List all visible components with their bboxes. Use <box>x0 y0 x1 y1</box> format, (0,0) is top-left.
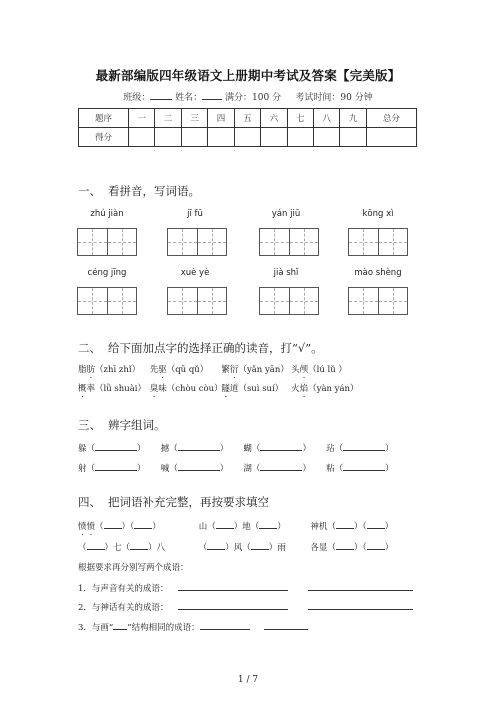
answer-blank[interactable] <box>95 441 137 451</box>
idiom-line-2: （ ）七（ ）八 （ ）风（ ）雨 各显（ ）（ ） <box>78 540 393 553</box>
score-table-score-row <box>79 128 417 147</box>
character: 射 <box>78 464 87 474</box>
score-table <box>78 108 417 147</box>
score-header-cell: 九 <box>340 109 366 128</box>
score-header-cell: 题序 <box>79 109 129 128</box>
time-label: 考试时间：90 分钟 <box>295 93 373 103</box>
reading-item[interactable]: 头颅（lú lǔ ） <box>291 365 347 375</box>
score-header-cell: 总分 <box>366 109 416 128</box>
answer-blank[interactable] <box>367 519 385 529</box>
answer-blank[interactable] <box>343 461 385 471</box>
answer-blank[interactable] <box>251 540 269 550</box>
writing-grid[interactable] <box>167 287 227 315</box>
answer-blank[interactable] <box>87 540 105 550</box>
exam-info-line <box>0 90 496 103</box>
name-blank[interactable] <box>202 90 222 100</box>
section-3-heading <box>78 417 166 433</box>
character: 躲 <box>78 444 87 454</box>
character: 湖 <box>243 464 252 474</box>
answer-blank[interactable] <box>216 519 234 529</box>
pinyin-label: jī fū <box>187 209 203 219</box>
writing-grid[interactable] <box>167 228 227 256</box>
writing-grid[interactable] <box>348 228 408 256</box>
class-label: 班级： <box>123 93 151 103</box>
section-title: 辨字组词。 <box>108 418 166 432</box>
reading-item[interactable]: 火焰（yàn yán） <box>291 384 359 394</box>
score-header-cell: 六 <box>261 109 287 128</box>
idiom-line-1: 愤愤（ ）（ ） 山（ ）地（ ） 神机（ ）（ ） <box>78 519 393 537</box>
score-header-cell: 三 <box>181 109 207 128</box>
word-group-line-1: 躲（ ） 撼（ ） 蝴（ ） 玷（ ） <box>78 441 394 454</box>
writing-grid[interactable] <box>77 287 137 315</box>
section-title: 给下面加点字的选择正确的读音，打“√”。 <box>108 341 323 355</box>
answer-blank[interactable] <box>343 441 385 451</box>
score-cell[interactable] <box>129 128 155 147</box>
pinyin-label: zhú jiàn <box>90 209 124 219</box>
reading-item[interactable]: 脂肪（zhī zhǐ） <box>78 365 141 375</box>
answer-blank[interactable] <box>336 540 354 550</box>
section-1-heading <box>78 183 200 199</box>
answer-blank[interactable] <box>134 519 152 529</box>
instruction-text: 根据要求再分别写两个成语： <box>78 563 189 573</box>
score-label: 满分：100 分 <box>225 93 282 103</box>
score-header-cell: 七 <box>287 109 313 128</box>
reading-line-1 <box>78 363 347 380</box>
section-number: 一、 <box>78 184 101 198</box>
reading-item[interactable]: 臭味（chòu còu） <box>149 384 223 394</box>
score-header-cell: 二 <box>155 109 181 128</box>
score-header-cell: 四 <box>208 109 234 128</box>
answer-blank[interactable] <box>130 540 148 550</box>
score-table-header-row <box>79 109 417 128</box>
answer-blank[interactable] <box>95 461 137 471</box>
pinyin-label: jià shǐ <box>273 268 299 278</box>
reading-item[interactable]: 先驱（qū qǔ） <box>149 365 209 375</box>
answer-blank[interactable] <box>178 581 288 591</box>
answer-blank[interactable] <box>178 600 288 610</box>
section-4-heading <box>78 494 269 510</box>
answer-blank[interactable] <box>259 519 277 529</box>
score-cell[interactable] <box>340 128 366 147</box>
idiom-prefix: 愤愤 <box>78 522 96 532</box>
section-title: 看拼音，写词语。 <box>108 184 200 198</box>
score-header-cell: 八 <box>313 109 339 128</box>
answer-blank[interactable] <box>260 461 302 471</box>
answer-blank[interactable] <box>178 461 220 471</box>
pinyin-label: mào shèng <box>354 268 402 278</box>
page-title: 最新部编版四年级语文上册期中考试及答案【完美版】 <box>95 68 401 83</box>
page-number: 1 / 7 <box>237 675 259 685</box>
section-number: 二、 <box>78 341 101 355</box>
reading-item[interactable]: 隧道（suì suí） <box>221 384 284 394</box>
score-cell[interactable] <box>234 128 260 147</box>
score-cell[interactable] <box>208 128 234 147</box>
score-cell[interactable] <box>155 128 181 147</box>
score-row-label: 得分 <box>79 128 129 147</box>
question-2: 2．与神话有关的成语： <box>78 600 413 613</box>
answer-blank[interactable] <box>308 581 413 591</box>
reading-item[interactable]: 概率（lǜ shuài） <box>78 384 147 394</box>
reading-line-2 <box>78 382 359 399</box>
answer-blank[interactable] <box>336 519 354 529</box>
answer-blank[interactable] <box>178 441 220 451</box>
writing-grid[interactable] <box>77 228 137 256</box>
score-header-cell: 五 <box>234 109 260 128</box>
answer-blank[interactable] <box>308 600 413 610</box>
question-1: 1．与声音有关的成语： <box>78 581 413 594</box>
reading-item[interactable]: 繁衍（yǎn yān） <box>221 365 289 375</box>
score-cell[interactable] <box>261 128 287 147</box>
score-cell[interactable] <box>366 128 416 147</box>
score-cell[interactable] <box>287 128 313 147</box>
word-group-line-2: 射（ ） 喊（ ） 湖（ ） 粘（ ） <box>78 461 394 474</box>
answer-blank[interactable] <box>367 540 385 550</box>
section-title: 把词语补充完整，再按要求填空 <box>108 495 269 509</box>
pinyin-label: kōng xì <box>362 209 394 219</box>
character: 撼 <box>160 444 170 454</box>
section-number: 四、 <box>78 495 101 509</box>
writing-grid[interactable] <box>259 228 319 256</box>
pinyin-label: yán jiū <box>271 209 301 219</box>
name-label: 姓名： <box>175 93 203 103</box>
answer-blank[interactable] <box>113 620 127 630</box>
answer-blank[interactable] <box>200 620 250 630</box>
pinyin-label: céng jīng <box>87 268 127 278</box>
section-2-heading <box>78 340 323 356</box>
character: 蝴 <box>243 444 252 454</box>
writing-grid[interactable] <box>348 287 408 315</box>
answer-blank[interactable] <box>260 441 302 451</box>
answer-blank[interactable] <box>104 519 122 529</box>
score-cell[interactable] <box>313 128 339 147</box>
writing-grid[interactable] <box>259 287 319 315</box>
pinyin-label: xuè yè <box>180 268 210 278</box>
section-number: 三、 <box>78 418 101 432</box>
question-3: 3．与画“ ”结构相同的成语： <box>78 620 308 633</box>
score-cell[interactable] <box>181 128 207 147</box>
character: 粘 <box>326 464 335 474</box>
score-header-cell: 一 <box>129 109 155 128</box>
answer-blank[interactable] <box>207 540 225 550</box>
class-blank[interactable] <box>150 90 172 100</box>
character: 喊 <box>160 464 170 474</box>
character: 玷 <box>326 444 335 454</box>
answer-blank[interactable] <box>264 620 308 630</box>
